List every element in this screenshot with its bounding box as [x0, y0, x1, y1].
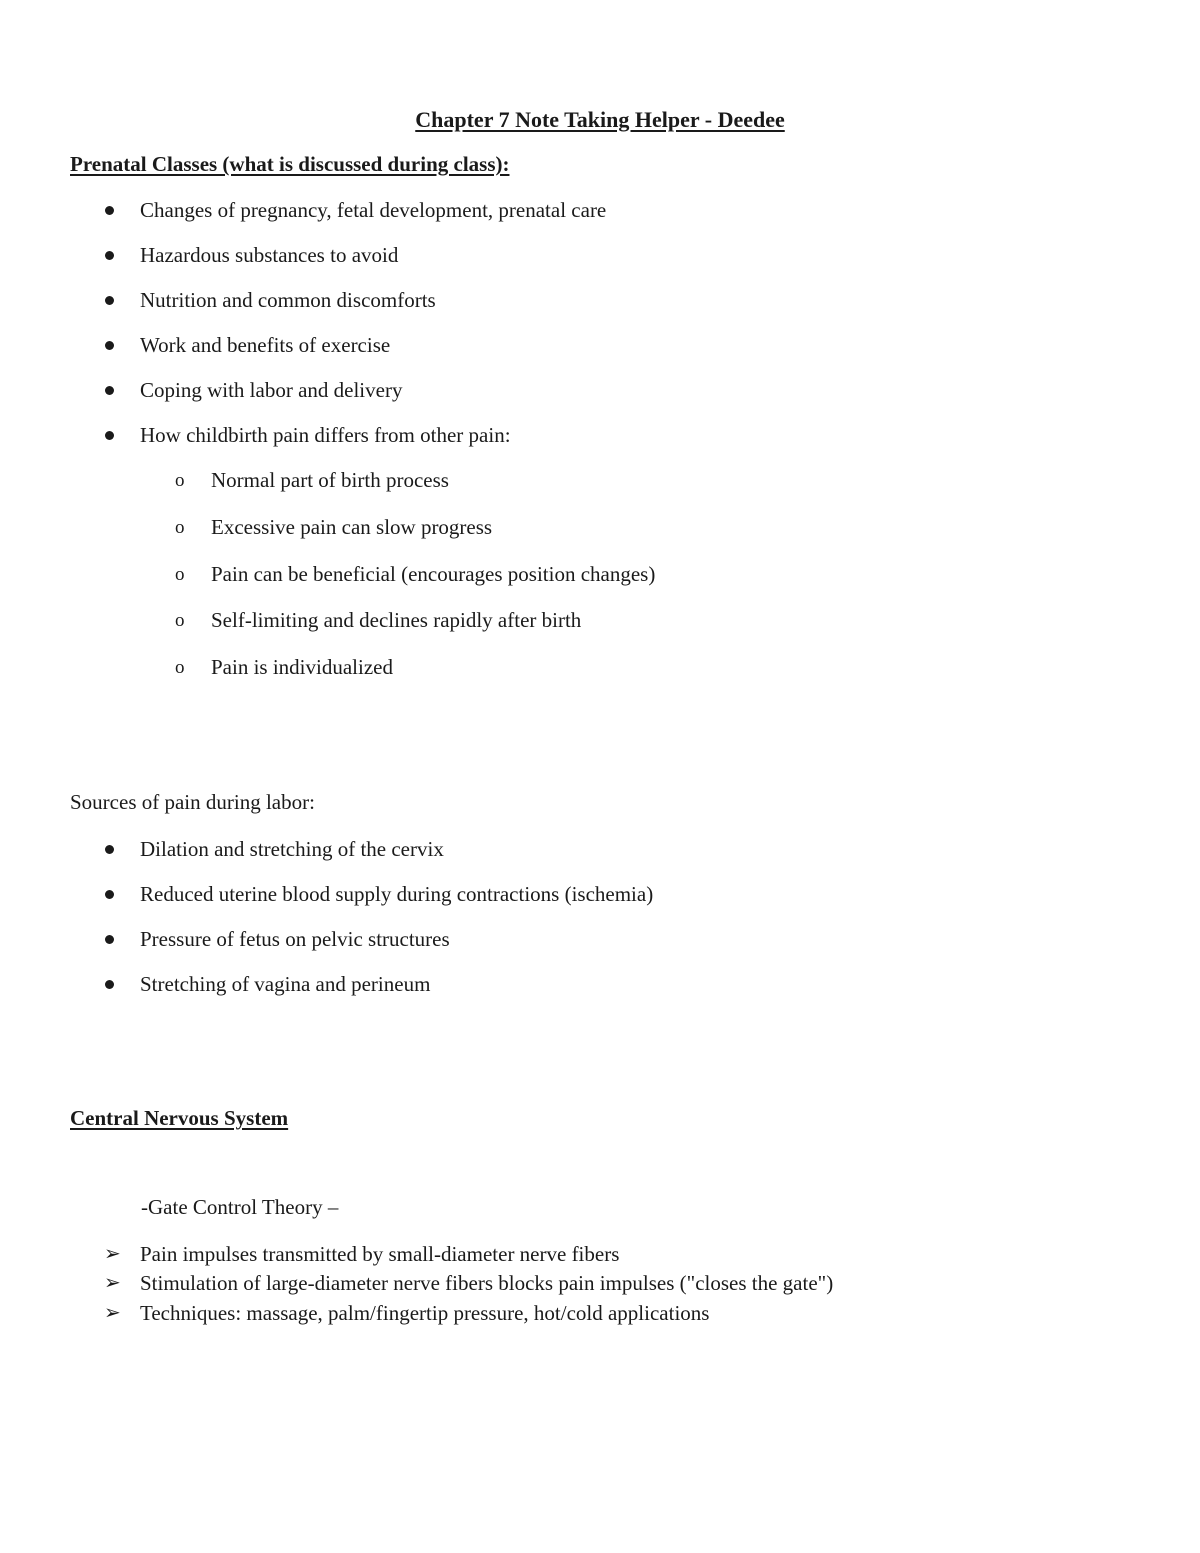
bullet-icon — [105, 845, 114, 854]
list-item-text: Changes of pregnancy, fetal development, prenatal care — [140, 198, 607, 222]
bullet-icon — [105, 251, 114, 260]
circle-bullet-icon: o — [175, 516, 185, 538]
sources-heading: Sources of pain during labor: — [70, 790, 315, 814]
list-item-text: Hazardous substances to avoid — [140, 243, 399, 267]
list-item — [104, 1299, 833, 1328]
list-item-text: Pressure of fetus on pelvic structures — [140, 927, 450, 951]
circle-bullet-icon: o — [175, 610, 185, 632]
list-item — [140, 331, 606, 376]
list-item-text: Nutrition and common discomforts — [140, 288, 436, 312]
sublist-item — [175, 466, 655, 513]
sublist-item — [175, 560, 656, 607]
list-item-text: Coping with labor and delivery — [140, 378, 403, 402]
sublist-item-text: Pain can be beneficial (encourages position changes) — [211, 561, 656, 586]
pain-differs-sublist — [175, 466, 656, 700]
list-item-text: Pain impulses transmitted by small-diameter nerve fibers — [140, 1242, 620, 1266]
bullet-icon — [105, 890, 114, 899]
list-item — [140, 241, 606, 286]
list-item — [140, 925, 653, 970]
sublist-item — [175, 606, 655, 653]
list-item — [140, 196, 606, 241]
prenatal-list — [140, 196, 606, 466]
list-item — [140, 835, 653, 880]
sublist-item-text: Self-limiting and declines rapidly after birth — [211, 608, 582, 633]
list-item — [104, 1240, 833, 1269]
bullet-icon — [105, 980, 114, 989]
gate-control-subheading: -Gate Control Theory – — [141, 1195, 339, 1219]
list-item-text: Reduced uterine blood supply during contractions (ischemia) — [140, 882, 654, 906]
list-item — [140, 376, 606, 421]
sublist-item — [175, 653, 655, 700]
arrow-bullet-icon: ➢ — [104, 1272, 121, 1295]
list-item — [104, 1269, 834, 1298]
circle-bullet-icon: o — [175, 470, 185, 491]
document-title: Chapter 7 Note Taking Helper - Deedee — [415, 107, 785, 132]
list-item-text: Work and benefits of exercise — [140, 333, 391, 357]
circle-bullet-icon: o — [175, 657, 185, 679]
sublist-item-text: Pain is individualized — [211, 655, 393, 680]
list-item — [140, 421, 606, 466]
sublist-item-text: Normal part of birth process — [211, 468, 449, 492]
list-item-text: Stretching of vagina and perineum — [140, 972, 431, 996]
sublist-item — [175, 513, 655, 560]
list-item — [140, 286, 606, 331]
cns-heading: Central Nervous System — [70, 1106, 289, 1130]
list-item — [140, 970, 653, 1015]
list-item-text: Dilation and stretching of the cervix — [140, 837, 444, 861]
list-item-text: Stimulation of large-diameter nerve fibers blocks pain impulses ("closes the gate") — [140, 1271, 834, 1296]
sublist-item-text: Excessive pain can slow progress — [211, 514, 493, 539]
bullet-icon — [105, 341, 114, 350]
list-item-text: How childbirth pain differs from other pain: — [140, 423, 511, 447]
list-item — [140, 880, 653, 925]
bullet-icon — [105, 935, 114, 944]
arrow-bullet-icon: ➢ — [104, 1243, 121, 1265]
bullet-icon — [105, 386, 114, 395]
bullet-icon — [105, 431, 114, 440]
sources-list — [140, 835, 653, 1015]
prenatal-heading: Prenatal Classes (what is discussed during class): — [70, 152, 510, 176]
list-item-text: Techniques: massage, palm/fingertip pressure, hot/cold applications — [140, 1300, 710, 1325]
bullet-icon — [105, 206, 114, 215]
gate-control-list — [104, 1240, 834, 1328]
bullet-icon — [105, 296, 114, 305]
arrow-bullet-icon: ➢ — [104, 1301, 121, 1324]
circle-bullet-icon: o — [175, 563, 185, 585]
